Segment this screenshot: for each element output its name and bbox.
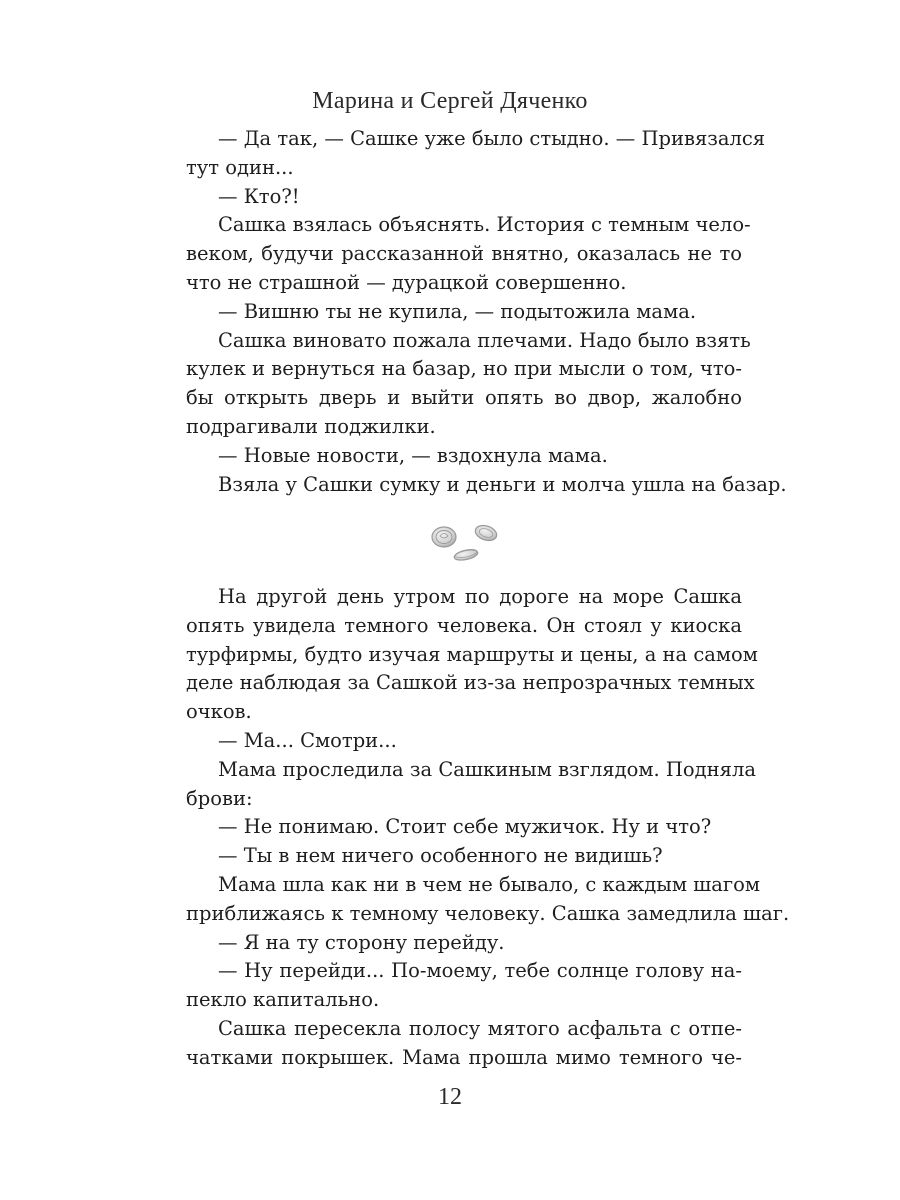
text-line: — Не понимаю. Стоит себе мужичок. Ну и что?: [218, 815, 712, 839]
text-line: — Да так, — Сашке уже было стыдно. — Привязался: [218, 127, 766, 150]
text-line: Мама шла как ни в чем не бывало, с каждым шагом: [218, 872, 761, 896]
text-line: веком, будучи рассказанной внятно, оказалась не то: [186, 242, 742, 266]
text-line: Сашка пересекла полосу мятого асфальта с отпе-: [218, 1016, 742, 1040]
text-line: — Кто?!: [218, 184, 300, 208]
text-line: опять увидела темного человека. Он стоял у киоска: [186, 613, 742, 637]
text-line: чатками покрышек. Мама прошла мимо темного че-: [186, 1045, 742, 1069]
section-break-ornament: [420, 515, 510, 575]
text-line: Сашка виновато пожала плечами. Надо было взять: [218, 328, 751, 352]
coins-icon: [420, 515, 510, 575]
text-line: — Новые новости, — вздохнула мама.: [218, 443, 608, 467]
running-title: Марина и Сергей Дяченко: [312, 88, 588, 114]
text-line: приближаясь к темному человеку. Сашка замедлила шаг.: [186, 901, 790, 925]
text-line: — Я на ту сторону перейду.: [218, 930, 505, 954]
text-line: — Ма... Смотри...: [218, 728, 397, 752]
text-line: — Ну перейди... По-моему, тебе солнце голову на-: [218, 959, 742, 983]
text-line: Мама проследила за Сашкиным взглядом. Подняла: [218, 757, 756, 781]
text-line: турфирмы, будто изучая маршруты и цены, а на самом: [186, 642, 758, 666]
text-line: тут один...: [186, 155, 294, 179]
text-line: подрагивали поджилки.: [186, 414, 436, 438]
text-line: Взяла у Сашки сумку и деньги и молча ушла на базар.: [218, 472, 787, 496]
text-line: пекло капитально.: [186, 988, 380, 1012]
text-line: деле наблюдая за Сашкой из-за непрозрачных темных: [186, 671, 755, 695]
text-line: — Ты в нем ничего особенного не видишь?: [218, 844, 663, 868]
text-line: бы открыть дверь и выйти опять во двор, жалобно: [186, 386, 742, 410]
text-line: кулек и вернуться на базар, но при мысли о том, что-: [186, 357, 742, 381]
text-line: — Вишню ты не купила, — подытожила мама.: [218, 299, 697, 323]
text-line: что не страшной — дурацкой совершенно.: [186, 270, 627, 294]
text-line: Сашка взялась объяснять. История с темным чело-: [218, 213, 751, 237]
text-line: очков.: [186, 700, 252, 724]
text-line: На другой день утром по дороге на море Сашка: [218, 585, 742, 608]
page-number: 12: [438, 1084, 462, 1110]
text-line: брови:: [186, 786, 253, 810]
text-block-before-break: [186, 125, 787, 499]
text-block-after-break: [186, 583, 790, 1073]
